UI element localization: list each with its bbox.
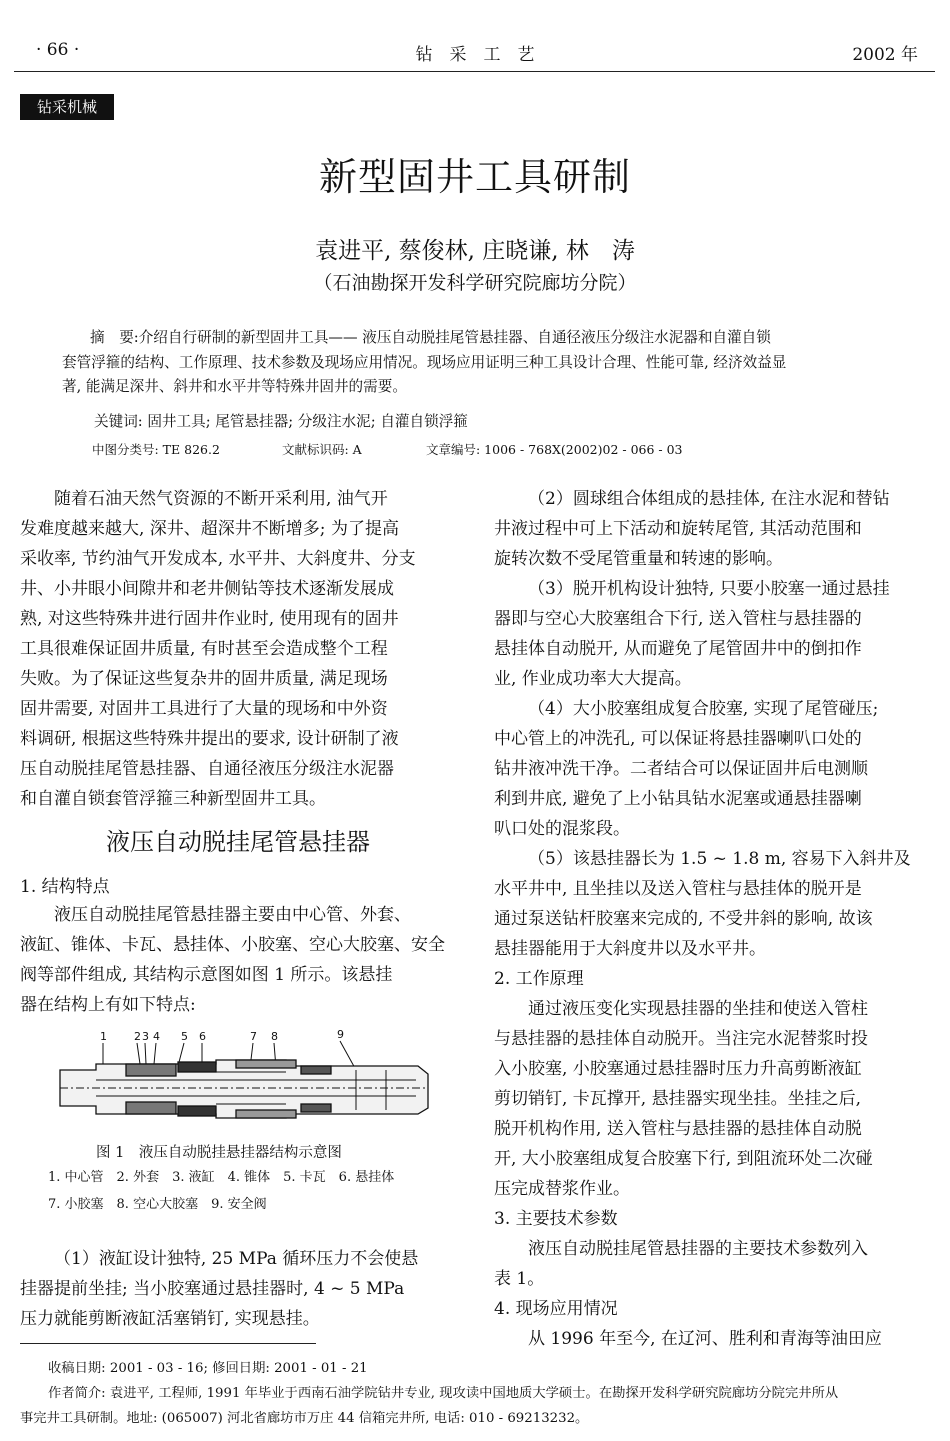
text-line: 液压自动脱挂尾管悬挂器主要由中心管、外套、	[54, 905, 411, 925]
text-line: 利到井底, 避免了上小钻具钻水泥塞或通悬挂器喇	[494, 789, 862, 809]
part-number-label: 5	[181, 1030, 188, 1043]
text-line: 料调研, 根据这些特殊井提出的要求, 设计研制了液	[20, 729, 399, 749]
figure-legend-line: 7. 小胶塞 8. 空心大胶塞 9. 安全阀	[48, 1197, 267, 1212]
text-line: 中心管上的冲洗孔, 可以保证将悬挂器喇叭口处的	[494, 729, 862, 749]
part-number-label: 3	[142, 1030, 149, 1043]
subsection-structure: 1. 结构特点	[20, 877, 110, 897]
text-line: 脱开机构作用, 送入管柱与悬挂器的悬挂体自动脱	[494, 1119, 862, 1139]
text-line: 器即与空心大胶塞组合下行, 送入管柱与悬挂器的	[494, 609, 862, 629]
structure-paragraph	[20, 900, 456, 1020]
text-line: 表 1。	[494, 1269, 545, 1289]
author-bio-cont: 事完井工具研制。地址: (065007) 河北省廊坊市万庄 44 信箱完井所, 电话: 010 - 69213232。	[20, 1411, 589, 1426]
text-line: 通过液压变化实现悬挂器的坐挂和使送入管柱	[528, 999, 868, 1019]
section-title: 液压自动脱挂尾管悬挂器	[106, 828, 370, 856]
text-line: 3. 主要技术参数	[494, 1209, 618, 1229]
text-line: 从 1996 年至今, 在辽河、胜利和青海等油田应	[528, 1329, 882, 1349]
text-line: 熟, 对这些特殊井进行固井作业时, 使用现有的固井	[20, 609, 399, 629]
text-line: 开, 大小胶塞组成复合胶塞下行, 到阻流环处二次碰	[494, 1149, 873, 1169]
header-rule	[14, 71, 935, 72]
text-line: 4. 现场应用情况	[494, 1299, 618, 1319]
text-line: 旋转次数不受尾管重量和转速的影响。	[494, 549, 783, 569]
text-line: 悬挂器能用于大斜度井以及水平井。	[494, 939, 766, 959]
text-line: 液缸、锥体、卡瓦、悬挂体、小胶塞、空心大胶塞、安全	[20, 935, 445, 955]
text-line: （4）大小胶塞组成复合胶塞, 实现了尾管碰压;	[528, 699, 879, 719]
hanger-structure-diagram	[56, 1024, 436, 1124]
text-line: 井液过程中可上下活动和旋转尾管, 其活动范围和	[494, 519, 862, 539]
text-line: 器在结构上有如下特点:	[20, 995, 196, 1015]
part-number-label: 6	[199, 1030, 206, 1043]
right-column	[494, 484, 932, 1354]
part-number-label: 4	[153, 1030, 160, 1043]
keywords: 关键词: 固井工具; 尾管悬挂器; 分级注水泥; 自灌自锁浮箍	[94, 413, 468, 430]
journal-year: 2002 年	[852, 45, 918, 65]
text-line: 压自动脱挂尾管悬挂器、自通径液压分级注水泥器	[20, 759, 394, 779]
text-line: 悬挂体自动脱开, 从而避免了尾管固井中的倒扣作	[494, 639, 862, 659]
abstract-line: 著, 能满足深井、斜井和水平井等特殊井固井的需要。	[62, 378, 407, 395]
text-line: 阀等部件组成, 其结构示意图如图 1 所示。该悬挂	[20, 965, 393, 985]
figure-caption: 图 1 液压自动脱挂悬挂器结构示意图	[96, 1145, 342, 1161]
text-line: 水平井中, 且坐挂以及送入管柱与悬挂体的脱开是	[494, 879, 862, 899]
text-line: 液压自动脱挂尾管悬挂器的主要技术参数列入	[528, 1239, 868, 1259]
text-line: （1）液缸设计独特, 25 MPa 循环压力不会使悬	[54, 1249, 419, 1269]
text-line: 工具很难保证固井质量, 有时甚至会造成整个工程	[20, 639, 388, 659]
intro-paragraph	[20, 484, 456, 814]
feature-point-1	[20, 1244, 456, 1334]
text-line: 随着石油天然气资源的不断开采利用, 油气开	[54, 489, 388, 509]
article-number: 文章编号: 1006 - 768X(2002)02 - 066 - 03	[426, 442, 683, 457]
text-line: 压力就能剪断液缸活塞销钉, 实现悬挂。	[20, 1309, 320, 1329]
part-number-label: 9	[337, 1028, 344, 1041]
abstract-line: 摘 要:介绍自行研制的新型固井工具—— 液压自动脱挂尾管悬挂器、自通径液压分级注水泥器和自灌自锁	[90, 329, 771, 346]
clc-number: 中图分类号: TE 826.2	[92, 442, 220, 457]
text-line: 入小胶塞, 小胶塞通过悬挂器时压力升高剪断液缸	[494, 1059, 862, 1079]
text-line: 和自灌自锁套管浮箍三种新型固井工具。	[20, 789, 326, 809]
text-line: 挂器提前坐挂; 当小胶塞通过悬挂器时, 4 ~ 5 MPa	[20, 1279, 405, 1299]
text-line: 剪切销钉, 卡瓦撑开, 悬挂器实现坐挂。坐挂之后,	[494, 1089, 862, 1109]
footnote-rule	[20, 1343, 316, 1344]
text-line: （5）该悬挂器长为 1.5 ~ 1.8 m, 容易下入斜井及	[528, 849, 911, 869]
paper-affiliation: （石油勘探开发科学研究院廊坊分院）	[313, 272, 637, 294]
text-line: 采收率, 节约油气开发成本, 水平井、大斜度井、分支	[20, 549, 416, 569]
document-code: 文献标识码: A	[282, 442, 362, 457]
text-line: 压完成替浆作业。	[494, 1179, 630, 1199]
journal-name: 钻 采 工 艺	[415, 45, 535, 65]
paper-title: 新型固井工具研制	[318, 155, 631, 199]
text-line: 2. 工作原理	[494, 969, 584, 989]
text-line: 叭口处的混浆段。	[494, 819, 630, 839]
text-line: （2）圆球组合体组成的悬挂体, 在注水泥和替钻	[528, 489, 890, 509]
received-dates: 收稿日期: 2001 - 03 - 16; 修回日期: 2001 - 01 - 21	[48, 1361, 368, 1376]
abstract	[62, 326, 892, 400]
text-line: 与悬挂器的悬挂体自动脱开。当注完水泥替浆时投	[494, 1029, 868, 1049]
text-line: 钻井液冲洗干净。二者结合可以保证固井后电测顺	[494, 759, 868, 779]
text-line: （3）脱开机构设计独特, 只要小胶塞一通过悬挂	[528, 579, 890, 599]
text-line: 固井需要, 对固井工具进行了大量的现场和中外资	[20, 699, 388, 719]
text-line: 发难度越来越大, 深井、超深井不断增多; 为了提高	[20, 519, 399, 539]
text-line: 失败。为了保证这些复杂井的固井质量, 满足现场	[20, 669, 388, 689]
text-line: 业, 作业成功率大大提高。	[494, 669, 692, 689]
part-number-label: 8	[271, 1030, 278, 1043]
abstract-line: 套管浮箍的结构、工作原理、技术参数及现场应用情况。现场应用证明三种工具设计合理、性能可靠, 经济效益显	[62, 353, 787, 371]
paper-authors: 袁进平, 蔡俊林, 庄晓谦, 林 涛	[315, 238, 635, 264]
text-line: 通过泵送钻杆胶塞来完成的, 不受井斜的影响, 故该	[494, 909, 873, 929]
part-number-label: 7	[250, 1030, 257, 1043]
part-number-label: 2	[134, 1030, 141, 1043]
part-number-label: 1	[100, 1030, 107, 1043]
category-tag: 钻采机械	[20, 94, 114, 120]
text-line: 井、小井眼小间隙井和老井侧钻等技术逐渐发展成	[20, 579, 394, 599]
figure-legend-line: 1. 中心管 2. 外套 3. 液缸 4. 锥体 5. 卡瓦 6. 悬挂体	[48, 1170, 395, 1185]
page-number: · 66 ·	[36, 40, 80, 60]
author-bio: 作者简介: 袁进平, 工程师, 1991 年毕业于西南石油学院钻井专业, 现攻读中国地质大学硕士。在勘探开发科学研究院廊坊分院完井所从	[48, 1386, 839, 1401]
